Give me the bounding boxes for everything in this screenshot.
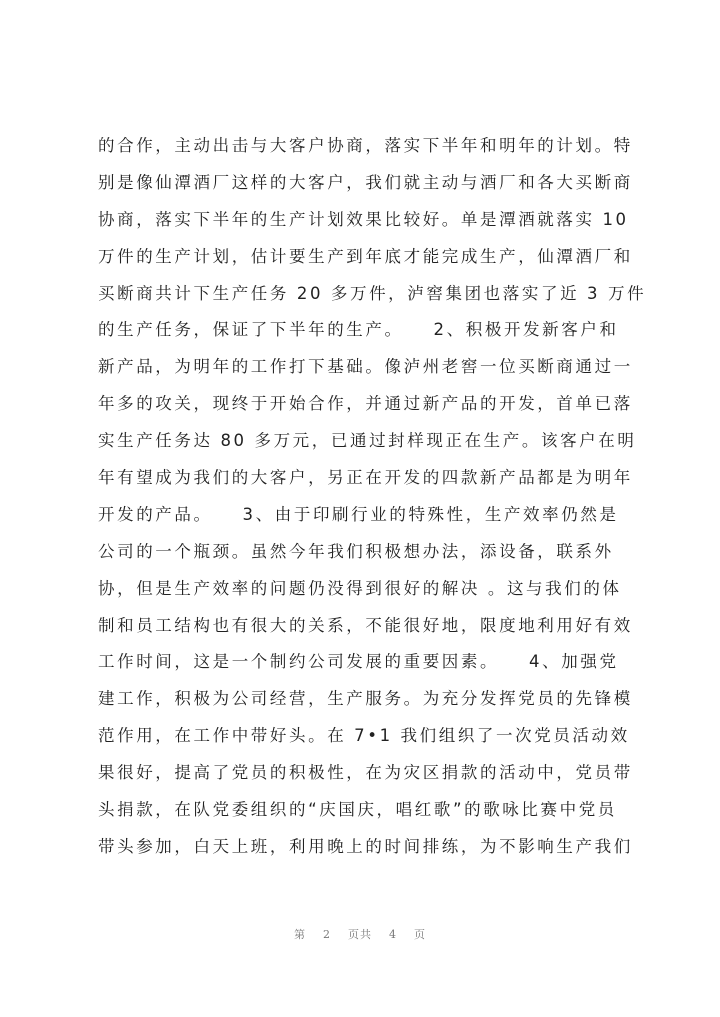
text-line: 范作用，在工作中带好头。在 7•1 我们组织了一次党员活动效	[98, 726, 630, 746]
text-line: 万件的生产计划，估计要生产到年底才能完成生产，仙潭酒厂和	[98, 246, 633, 266]
current-page-number: 2	[323, 928, 331, 941]
footer-prefix: 第	[294, 928, 306, 941]
body-text	[98, 128, 647, 866]
text-line: 买断商共计下生产任务 20 多万件，泸窖集团也落实了近 3 万件	[98, 283, 647, 303]
text-line: 实生产任务达 80 多万元，已通过封样现正在生产。该客户在明	[98, 431, 637, 451]
text-line: 带头参加，白天上班，利用晚上的时间排练，为不影响生产我们	[98, 836, 633, 856]
text-line: 果很好，提高了党员的积极性，在为灾区捐款的活动中，党员带	[98, 763, 633, 783]
text-line: 协，但是生产效率的问题仍没得到很好的解决 。这与我们的体	[98, 578, 622, 598]
text-line: 的生产任务，保证了下半年的生产。 2、积极开发新客户和	[98, 320, 619, 340]
text-line: 开发的产品。 3、由于印刷行业的特殊性，生产效率仍然是	[98, 504, 619, 524]
text-line: 制和员工结构也有很大的关系，不能很好地，限度地利用好有效	[98, 615, 633, 635]
text-line: 协商，落实下半年的生产计划效果比较好。单是潭酒就落实 10	[98, 209, 629, 229]
text-line: 头捐款，在队党委组织的“庆国庆，唱红歌”的歌咏比赛中党员	[98, 800, 617, 820]
total-pages-number: 4	[389, 928, 397, 941]
text-line: 新产品，为明年的工作打下基础。像泸州老窖一位买断商通过一	[98, 357, 633, 377]
footer-suffix: 页	[414, 928, 426, 941]
text-line: 年多的攻关，现终于开始合作，并通过新产品的开发，首单已落	[98, 394, 633, 414]
text-line: 工作时间，这是一个制约公司发展的重要因素。 4、加强党	[98, 652, 619, 672]
text-line: 建工作，积极为公司经营，生产服务。为充分发挥党员的先锋模	[98, 689, 633, 709]
text-line: 公司的一个瓶颈。虽然今年我们积极想办法，添设备，联系外	[98, 541, 614, 561]
footer-middle: 页共	[348, 928, 372, 941]
page-footer	[0, 926, 720, 942]
text-line: 年有望成为我们的大客户，另正在开发的四款新产品都是为明年	[98, 468, 633, 488]
text-line: 的合作，主动出击与大客户协商，落实下半年和明年的计划。特	[98, 136, 633, 155]
text-line: 别是像仙潭酒厂这样的大客户，我们就主动与酒厂和各大买断商	[98, 172, 633, 192]
